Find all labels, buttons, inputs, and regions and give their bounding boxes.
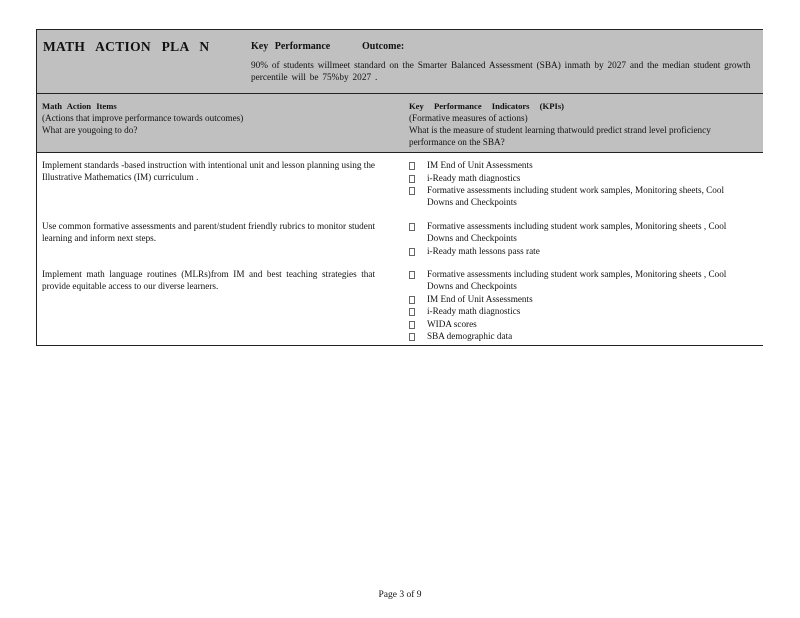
plan-header <box>37 30 763 94</box>
list-item <box>409 159 727 171</box>
list-item <box>409 318 727 330</box>
list-item <box>409 293 727 305</box>
list-item <box>409 330 727 342</box>
checkbox-bullet-icon <box>409 248 415 256</box>
page-title: MATH ACTION PLA N <box>43 39 210 54</box>
kpi-text: i-Ready math diagnostics <box>427 306 521 316</box>
action-item: Use common formative assessments and parent/student friendly rubrics to monitor student learning and inform next steps. <box>42 221 375 243</box>
checkbox-bullet-icon <box>409 162 415 170</box>
checkbox-bullet-icon <box>409 296 415 304</box>
kpi-text: IM End of Unit Assessments <box>427 293 533 304</box>
kpi-header <box>409 100 729 148</box>
plan-body <box>37 153 763 345</box>
action-item: Implement standards -based instruction with intentional unit and lesson planning using the Illustrative Mathematics (IM) curriculum . <box>42 160 375 182</box>
action-item: Implement math language routines (MLRs)from IM and best teaching strategies that provide equitable access to our diverse learners. <box>42 269 375 291</box>
kpi-text: i-Ready math lessons pass rate <box>427 245 540 256</box>
action-items-title: Math Action Items <box>42 101 117 111</box>
kpi-list <box>409 268 727 343</box>
kpi-text: Formative assessments including student work samples, Monitoring sheets, Cool Downs and Checkpoints <box>427 185 725 207</box>
checkbox-bullet-icon <box>409 175 415 183</box>
kpi-text: i-Ready math diagnostics <box>427 172 521 183</box>
action-plan-table <box>36 29 763 346</box>
kpi-list <box>409 159 727 209</box>
checkbox-bullet-icon <box>409 321 415 329</box>
page-number: Page 3 of 9 <box>378 590 422 600</box>
list-item <box>409 220 727 244</box>
checkbox-bullet-icon <box>409 271 415 279</box>
kpi-text: Formative assessments including student work samples, Monitoring sheets , Cool Downs and Checkpoints <box>427 221 727 243</box>
kpi-text: WIDA scores <box>427 318 477 329</box>
list-item <box>409 172 727 184</box>
kpo-outcome-label: Outcome: <box>362 41 405 52</box>
kpi-text: Formative assessments including student work samples, Monitoring sheets , Cool Downs and Checkpoints <box>427 269 727 291</box>
action-items-header <box>42 100 382 136</box>
kpi-subtitle: (Formative measures of actions) <box>409 113 528 123</box>
column-headers <box>37 94 763 153</box>
action-items-subtitle: (Actions that improve performance towards outcomes) <box>42 113 244 123</box>
list-item <box>409 305 727 317</box>
action-items-question: What are yougoing to do? <box>42 125 138 135</box>
kpi-text: SBA demographic data <box>427 331 513 341</box>
kpi-question: What is the measure of student learning thatwould predict strand level proficiency performance on the SBA? <box>409 125 711 147</box>
checkbox-bullet-icon <box>409 308 415 316</box>
list-item <box>409 184 727 208</box>
kpi-list <box>409 220 727 257</box>
checkbox-bullet-icon <box>409 223 415 231</box>
list-item <box>409 245 727 257</box>
checkbox-bullet-icon <box>409 187 415 195</box>
kpi-text: IM End of Unit Assessments <box>427 160 533 170</box>
checkbox-bullet-icon <box>409 333 415 341</box>
kpi-title: Key Performance Indicators (KPIs) <box>409 101 565 111</box>
list-item <box>409 268 727 292</box>
kpo-label: Key Performance <box>251 41 331 52</box>
kpo-statement: 90% of students willmeet standard on the Smarter Balanced Assessment (SBA) inmath by 2027 and the median student growth percentile will be 75%by 2027 . <box>251 61 751 83</box>
